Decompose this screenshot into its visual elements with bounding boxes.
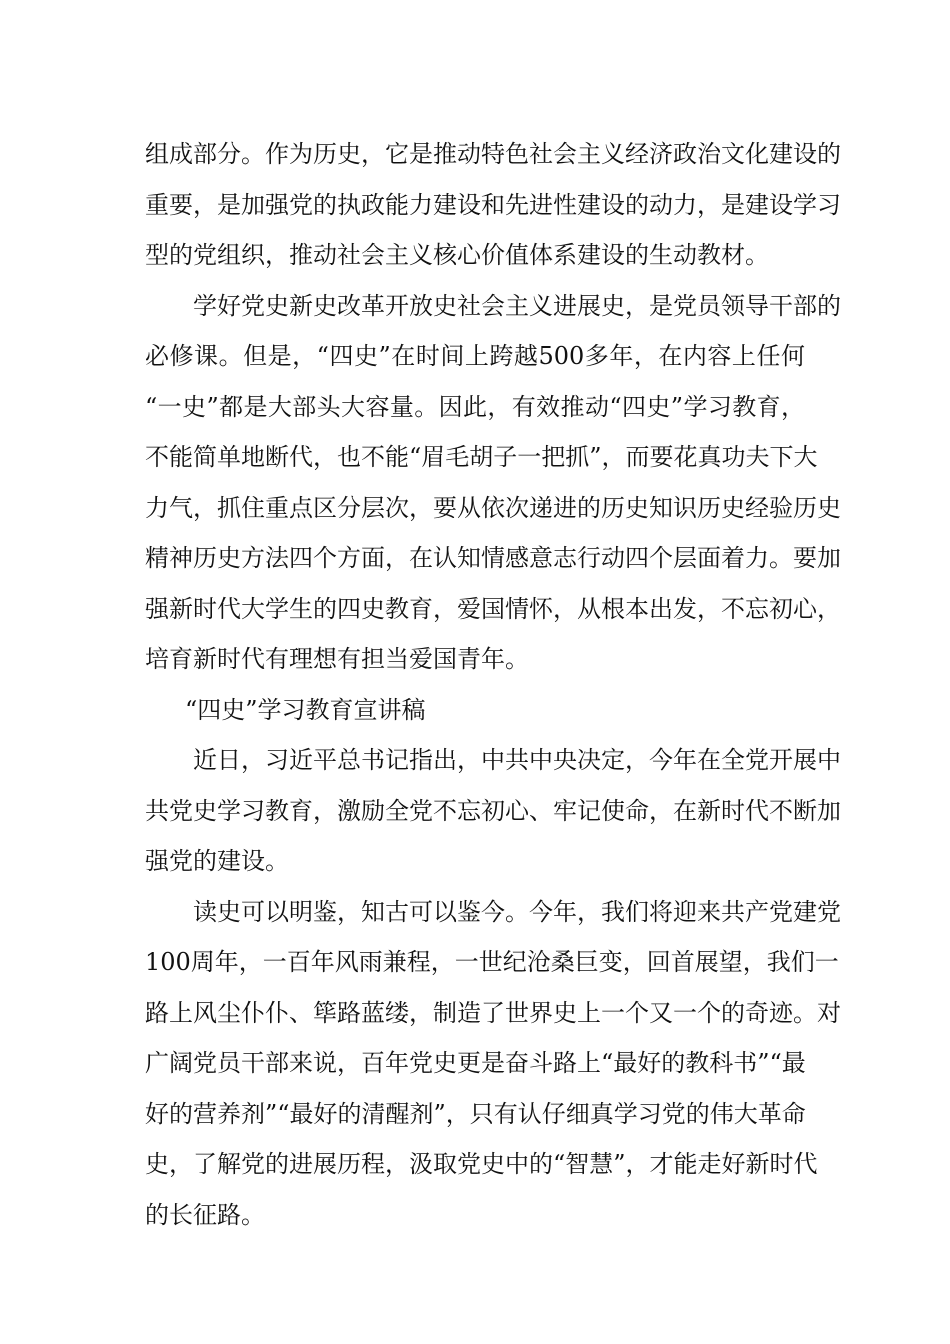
text-line: 学好党史新史改革开放史社会主义进展史，是党员领导干部的 xyxy=(193,291,841,320)
text-line: 好的营养剂”“最好的清醒剂”，只有认仔细真学习党的伟大革命 xyxy=(145,1099,806,1128)
text-line: 型的党组织，推动社会主义核心价值体系建设的生动教材。 xyxy=(145,241,769,269)
section-heading: “四史”学习教育宣讲稿 xyxy=(185,695,426,724)
text-line: 路上风尘仆仆、筚路蓝缕，制造了世界史上一个又一个的奇迹。对 xyxy=(145,998,841,1027)
text-line: 史，了解党的进展历程，汲取党史中的“智慧”，才能走好新时代 xyxy=(145,1150,818,1178)
text-line: 的长征路。 xyxy=(145,1200,265,1229)
text-line: 强新时代大学生的四史教育，爱国情怀，从根本出发，不忘初心， xyxy=(145,594,841,623)
text-line: 强党的建设。 xyxy=(145,847,289,875)
text-line: 不能简单地断代，也不能“眉毛胡子一把抓”，而要花真功夫下大 xyxy=(145,443,818,471)
text-line: 精神历史方法四个方面，在认知情感意志行动四个层面着力。要加 xyxy=(145,544,841,572)
text-line: 共党史学习教育，激励全党不忘初心、牢记使命，在新时代不断加 xyxy=(145,796,841,825)
document-body xyxy=(145,129,841,1240)
text-line: 重要，是加强党的执政能力建设和先进性建设的动力，是建设学习 xyxy=(145,190,841,219)
text-line: 广阔党员干部来说，百年党史更是奋斗路上“最好的教科书”“最 xyxy=(145,1049,806,1077)
text-line: 必修课。但是，“四史”在时间上跨越500多年，在内容上任何 xyxy=(145,342,805,370)
text-line: 培育新时代有理想有担当爱国青年。 xyxy=(145,645,529,673)
text-line: 组成部分。作为历史，它是推动特色社会主义经济政治文化建设的 xyxy=(145,140,841,168)
text-line: 100周年，一百年风雨兼程，一世纪沧桑巨变，回首展望，我们一 xyxy=(145,948,839,976)
text-line: 力气，抓住重点区分层次，要从依次递进的历史知识历史经验历史 xyxy=(145,493,841,522)
text-line: 读史可以明鉴，知古可以鉴今。今年，我们将迎来共产党建党 xyxy=(193,897,841,926)
text-line: 近日，习近平总书记指出，中共中央决定，今年在全党开展中 xyxy=(193,746,841,774)
text-line: “一史”都是大部头大容量。因此，有效推动“四史”学习教育， xyxy=(145,392,805,421)
